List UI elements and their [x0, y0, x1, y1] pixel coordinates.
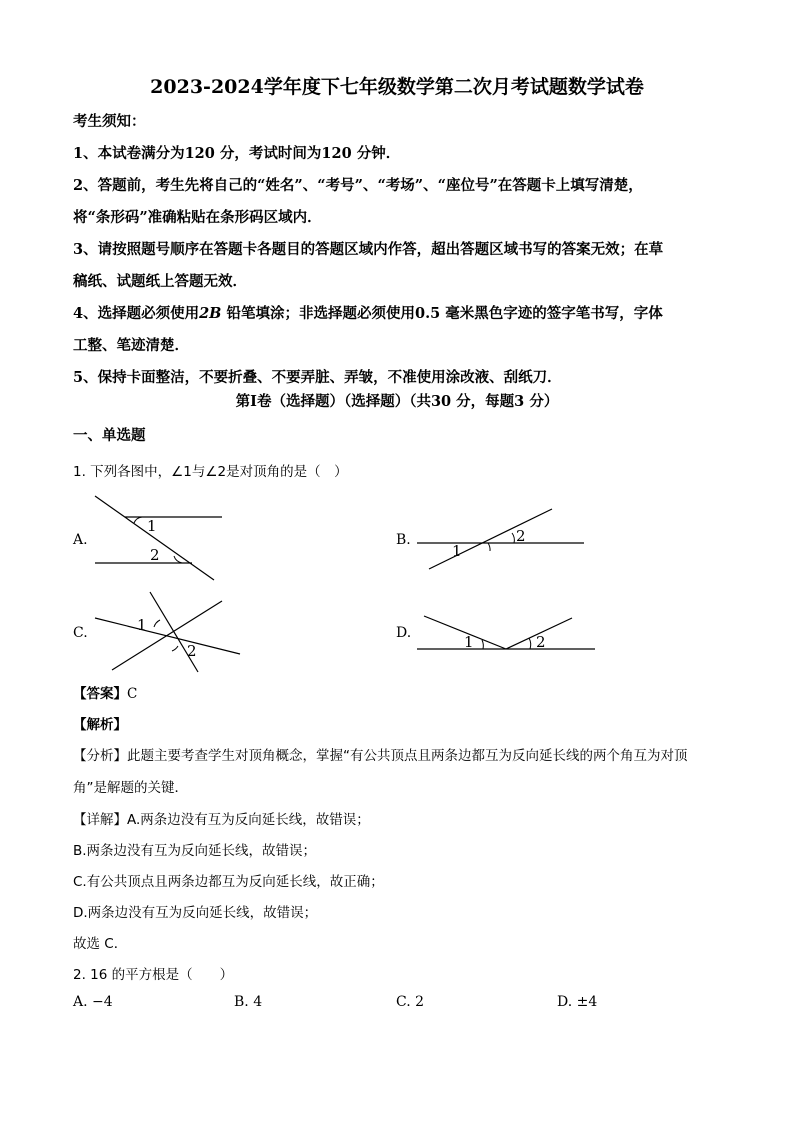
q1-angle-2: ∠2 — [205, 464, 227, 480]
option-b-label: B. — [396, 532, 411, 548]
q1-stem-b: 是对顶角的是（ ） — [226, 464, 348, 480]
figure-b-label-1: 1 — [452, 542, 462, 560]
notice-item-4-cont: 工整、笔迹清楚． — [73, 337, 189, 354]
notice-item-4-b: 铅笔填涂；非选择题必须使用0.5 毫米黑色字迹的签字笔书写，字体 — [221, 305, 663, 322]
analysis-line-1: 【分析】此题主要考查学生对顶角概念，掌握“有公共顶点且两条边都互为反向延长线的两个角互为对顶 — [73, 748, 688, 764]
figure-c — [90, 588, 245, 676]
q2-choice-d: D. ±4 — [557, 994, 598, 1010]
q1-mid: 与 — [191, 464, 206, 480]
analysis-line-3: 【详解】A.两条边没有互为反向延长线，故错误； — [73, 812, 370, 828]
notice-item-2: 2、答题前，考生先将自己的“姓名”、“考号”、“考场”、“座位号”在答题卡上填写清楚， — [73, 177, 643, 194]
figure-c-label-1: 1 — [137, 616, 147, 634]
notice-item-5: 5、保持卡面整洁，不要折叠、不要弄脏、弄皱，不准使用涂改液、刮纸刀． — [73, 369, 562, 386]
q2-choice-b: B. 4 — [234, 994, 263, 1010]
figure-b — [412, 500, 592, 575]
notice-item-2-cont: 将“条形码”准确粘贴在条形码区域内． — [73, 209, 322, 226]
pencil-type: 2B — [199, 305, 222, 322]
q2-choice-a: A. −4 — [73, 994, 113, 1010]
figure-d — [412, 606, 597, 654]
q1-stem-a: 1. 下列各图中， — [73, 464, 172, 480]
question-2-stem: 2. 16 的平方根是（ ） — [73, 967, 234, 983]
analysis-line-2: 角”是解题的关键． — [73, 780, 188, 796]
option-a-label: A. — [73, 532, 88, 548]
answer-label: 【答案】 — [73, 686, 127, 702]
option-c-label: C. — [73, 625, 88, 641]
notice-item-1: 1、本试卷满分为120 分，考试时间为120 分钟． — [73, 145, 401, 162]
analysis-line-6: D.两条边没有互为反向延长线，故错误； — [73, 905, 318, 921]
section-title: 第Ⅰ卷（选择题）（选择题）（共30 分，每题3 分） — [235, 393, 559, 410]
analysis-line-5: C.有公共顶点且两条边都互为反向延长线，故正确； — [73, 874, 384, 890]
figure-d-label-2: 2 — [536, 633, 546, 651]
q2-choice-c: C. 2 — [396, 994, 425, 1010]
notice-item-3-cont: 稿纸、试题纸上答题无效． — [73, 273, 247, 290]
answer-value: C — [127, 686, 138, 702]
question-1-stem — [73, 460, 348, 480]
q1-angle-1: ∠1 — [171, 464, 192, 480]
figure-a-label-2: 2 — [150, 546, 160, 564]
notice-item-3: 3、请按照题号顺序在答题卡各题目的答题区域内作答，超出答题区域书写的答案无效；在草 — [73, 241, 664, 258]
figure-d-label-1: 1 — [464, 633, 474, 651]
figure-a-label-1: 1 — [147, 517, 157, 535]
answer-line — [73, 682, 137, 702]
exam-title: 2023-2024学年度下七年级数学第二次月考试题数学试卷 — [150, 76, 644, 98]
option-d-label: D. — [396, 625, 412, 641]
figure-a — [90, 490, 230, 585]
analysis-heading: 【解析】 — [73, 717, 127, 733]
analysis-line-7: 故选 C． — [73, 936, 128, 952]
notice-heading: 考生须知： — [73, 113, 146, 130]
notice-item-4 — [73, 302, 663, 323]
analysis-line-4: B.两条边没有互为反向延长线，故错误； — [73, 843, 317, 859]
figure-b-label-2: 2 — [516, 527, 526, 545]
part-heading: 一、单选题 — [73, 427, 146, 444]
figure-c-label-2: 2 — [187, 642, 197, 660]
notice-item-4-a: 4、选择题必须使用 — [73, 305, 200, 322]
